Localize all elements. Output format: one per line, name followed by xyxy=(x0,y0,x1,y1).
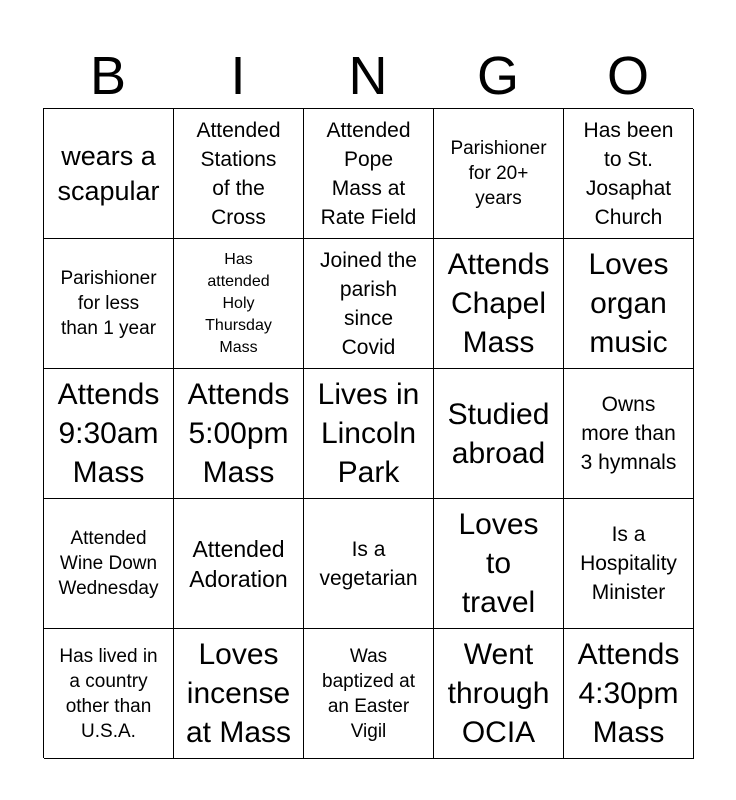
bingo-cell[interactable] xyxy=(434,369,564,499)
bingo-cell[interactable] xyxy=(564,499,694,629)
cell-text: Attends 9:30am Mass xyxy=(57,378,160,489)
cell-text: Attended Stations of the Cross xyxy=(196,118,281,229)
cell-text: Lives in Lincoln Park xyxy=(317,378,420,489)
header-letter-i: I xyxy=(230,46,246,106)
header-letter-n: N xyxy=(348,46,388,106)
cell-text: Is a vegetarian xyxy=(319,537,418,590)
cell-text: Went through OCIA xyxy=(447,638,550,749)
bingo-cell[interactable] xyxy=(174,499,304,629)
bingo-cell[interactable] xyxy=(44,239,174,369)
bingo-cell[interactable] xyxy=(434,499,564,629)
cell-text: Owns more than 3 hymnals xyxy=(580,393,677,474)
bingo-cell[interactable] xyxy=(434,239,564,369)
cell-text: Is a Hospitality Minister xyxy=(580,523,677,604)
cell-text: Parishioner for 20+ years xyxy=(450,138,547,209)
cell-text: Has been to St. Josaphat Church xyxy=(583,118,674,229)
bingo-cell[interactable] xyxy=(304,499,434,629)
cell-text: Has attended Holy Thursday Mass xyxy=(205,250,272,356)
bingo-cell[interactable] xyxy=(44,629,174,759)
bingo-cell[interactable] xyxy=(44,109,174,239)
cell-text: Loves organ music xyxy=(588,248,669,359)
bingo-cell[interactable] xyxy=(564,629,694,759)
cell-text: Loves to travel xyxy=(458,508,539,619)
bingo-cell[interactable] xyxy=(434,629,564,759)
cell-text: Attended Wine Down Wednesday xyxy=(58,528,159,599)
cell-text: Has lived in a country other than U.S.A. xyxy=(59,645,158,742)
bingo-cell[interactable] xyxy=(304,109,434,239)
cell-text: Studied abroad xyxy=(447,397,550,470)
cell-text: Attended Pope Mass at Rate Field xyxy=(320,118,417,229)
bingo-cell[interactable] xyxy=(304,239,434,369)
cell-text: Loves incense at Mass xyxy=(185,638,292,749)
cell-text: wears a scapular xyxy=(57,140,160,206)
bingo-cell[interactable] xyxy=(174,239,304,369)
bingo-cell[interactable] xyxy=(174,629,304,759)
bingo-cell[interactable] xyxy=(44,369,174,499)
bingo-cell[interactable] xyxy=(564,369,694,499)
cell-text: Attends 4:30pm Mass xyxy=(577,638,680,749)
cell-text: Was baptized at an Easter Vigil xyxy=(322,645,415,742)
bingo-cell[interactable] xyxy=(174,369,304,499)
header-letter-g: G xyxy=(476,46,519,106)
header-letter-b: B xyxy=(89,46,127,106)
bingo-cell[interactable] xyxy=(564,239,694,369)
bingo-cell[interactable] xyxy=(44,499,174,629)
cell-text: Parishioner for less than 1 year xyxy=(60,268,157,339)
cell-text: Attends Chapel Mass xyxy=(447,248,550,359)
cell-text: Attended Adoration xyxy=(189,535,288,592)
bingo-cell[interactable] xyxy=(434,109,564,239)
bingo-cell[interactable] xyxy=(304,629,434,759)
bingo-grid xyxy=(43,108,693,758)
bingo-cell[interactable] xyxy=(304,369,434,499)
cell-text: Attends 5:00pm Mass xyxy=(187,378,290,489)
header-letter-o: O xyxy=(606,46,649,106)
cell-text: Joined the parish since Covid xyxy=(320,248,417,359)
bingo-cell[interactable] xyxy=(564,109,694,239)
bingo-cell[interactable] xyxy=(174,109,304,239)
bingo-header xyxy=(43,44,693,108)
